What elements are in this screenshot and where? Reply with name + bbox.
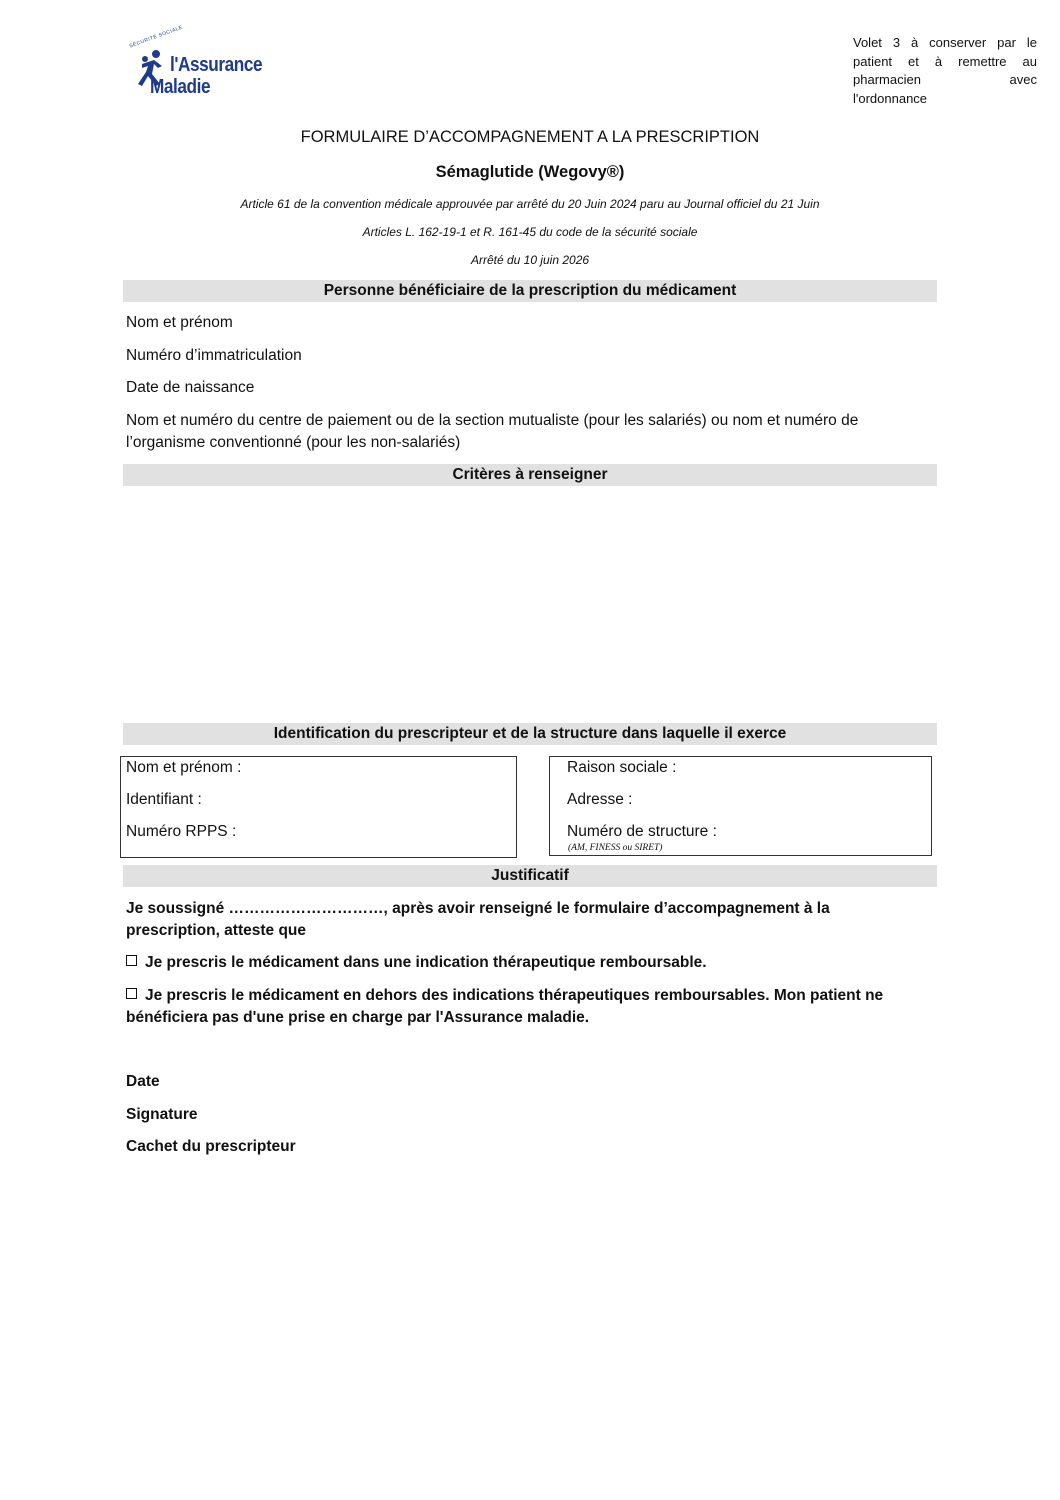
structure-identity-box <box>549 756 932 856</box>
prescriber-identity-box <box>120 756 517 858</box>
structure-address-label: Adresse : <box>567 791 633 808</box>
prescriber-rpps-label: Numéro RPPS : <box>126 823 237 840</box>
structure-raison-label: Raison sociale : <box>567 759 677 776</box>
assurance-maladie-logo <box>126 24 276 104</box>
justificatif-section-heading: Justificatif <box>123 865 937 887</box>
option-non-reimbursable <box>126 985 916 1029</box>
legal-reference-3: Arrêté du 10 juin 2026 <box>470 253 590 267</box>
beneficiary-center-label: Nom et numéro du centre de paiement ou de la section mutualiste (pour les salariés) ou nom et numéro de l’organisme conventionné (pour les non-salariés) <box>126 412 859 451</box>
drug-name: Sémaglutide (Wegovy®) <box>435 163 625 181</box>
beneficiary-section-heading: Personne bénéficiaire de la prescription du médicament <box>123 280 937 302</box>
legal-reference-1: Article 61 de la convention médicale approuvée par arrêté du 20 Juin 2024 paru au Journal officiel du 21 Juin <box>240 197 820 211</box>
signature-label: Signature <box>126 1106 198 1123</box>
prescriber-section-heading: Identification du prescripteur et de la structure dans laquelle il exerce <box>123 723 937 745</box>
logo-arc-text: SÉCURITÉ SOCIALE <box>128 24 184 50</box>
option-reimbursable <box>126 952 926 974</box>
volet-line-1: Volet 3 à conserver par le <box>853 35 1037 50</box>
prescriber-name-label: Nom et prénom : <box>126 759 242 776</box>
form-title: FORMULAIRE D’ACCOMPAGNEMENT A LA PRESCRIPTION <box>300 128 760 146</box>
structure-number-label: Numéro de structure : <box>567 823 717 840</box>
prescriber-id-label: Identifiant : <box>126 791 202 808</box>
option-non-reimbursable-checkbox[interactable] <box>126 988 137 999</box>
volet-line-3: pharmacien avec <box>853 72 1037 87</box>
attestation-text: Je soussigné …………………………, après avoir renseigné le formulaire d’accompagnement à la prescription, atteste que <box>126 900 830 939</box>
beneficiary-number-label: Numéro d’immatriculation <box>126 347 302 364</box>
beneficiary-name-label: Nom et prénom <box>126 314 233 331</box>
stamp-label: Cachet du prescripteur <box>126 1138 296 1155</box>
option-reimbursable-checkbox[interactable] <box>126 955 137 966</box>
legal-reference-2: Articles L. 162-19-1 et R. 161-45 du code de la sécurité sociale <box>362 225 698 239</box>
volet-line-4: l'ordonnance <box>853 90 928 106</box>
criteria-section-heading: Critères à renseigner <box>123 464 937 486</box>
option-reimbursable-label: Je prescris le médicament dans une indication thérapeutique remboursable. <box>145 954 707 971</box>
beneficiary-birthdate-label: Date de naissance <box>126 379 255 396</box>
date-label: Date <box>126 1073 160 1090</box>
logo-line-1: l'Assurance <box>170 54 263 76</box>
structure-number-note: (AM, FINESS ou SIRET) <box>568 843 663 853</box>
volet-line-2: patient et à remettre au <box>853 53 1037 69</box>
logo-line-2: Maladie <box>150 76 211 98</box>
volet-note <box>853 34 1037 108</box>
option-non-reimbursable-label: Je prescris le médicament en dehors des indications thérapeutiques remboursables. Mon patient ne bénéficiera pas d'une prise en charge par l'Assurance maladie. <box>126 987 884 1026</box>
